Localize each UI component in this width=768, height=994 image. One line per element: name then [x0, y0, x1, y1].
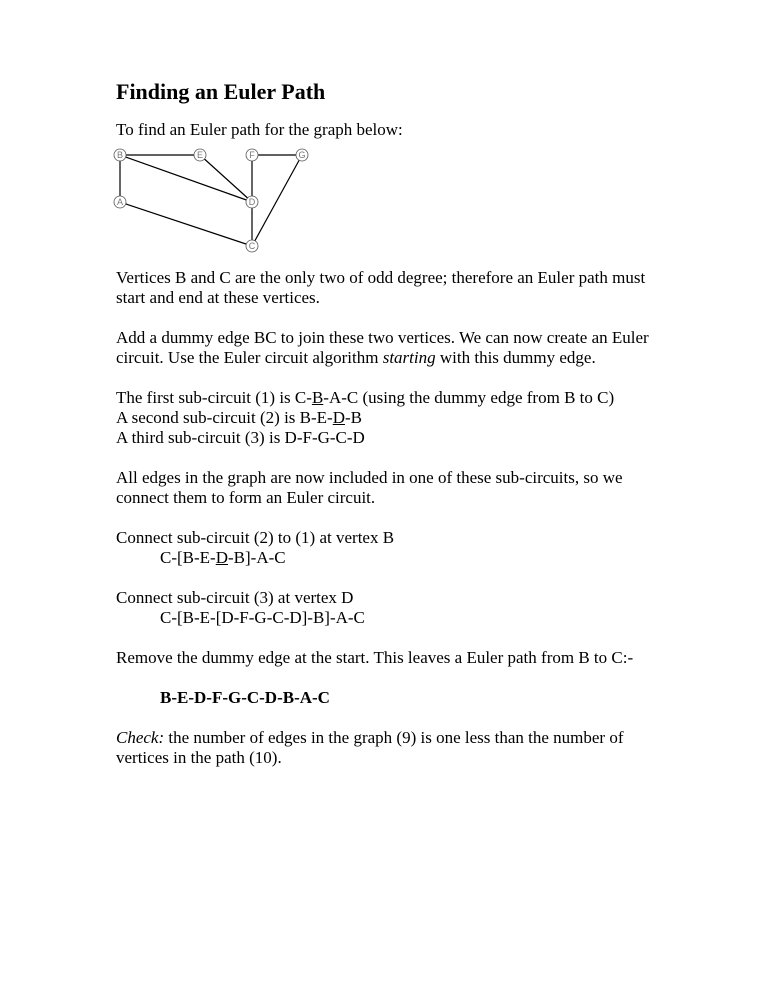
connect-1-underlined: D	[215, 548, 228, 567]
sub-circuit-1-post: -A-C (using the dummy edge from B to C)	[323, 388, 615, 407]
sub-circuit-1-underlined: B	[311, 388, 324, 407]
sub-circuit-2	[116, 408, 676, 428]
vertex-f	[246, 149, 258, 161]
intro-text: To find an Euler path for the graph below:	[116, 120, 403, 139]
remove-dummy-paragraph: Remove the dummy edge at the start. This leaves a Euler path from B to C:-	[116, 648, 634, 667]
euler-graph	[110, 148, 330, 258]
check-paragraph	[116, 728, 676, 768]
vertex-label-d: D	[248, 197, 256, 207]
sub-circuit-2-pre: A second sub-circuit (2) is B-E-	[116, 408, 333, 427]
sub-circuit-1	[116, 388, 676, 408]
edge-g-c	[252, 155, 302, 246]
connect-1-post: -B]-A-C	[228, 548, 286, 567]
page-title: Finding an Euler Path	[116, 79, 326, 104]
dummy-edge-paragraph	[116, 328, 676, 368]
dummy-edge-text-1: Add a dummy edge BC to join these two vertices. We can now create an Euler circuit. Use the Euler circuit algorithm	[116, 328, 649, 367]
connect-1-pre: C-[B-E-	[160, 548, 216, 567]
edge-b-d	[120, 155, 252, 202]
vertex-label-a: A	[116, 197, 124, 207]
sub-circuit-2-underlined: D	[332, 408, 345, 427]
vertex-e	[194, 149, 206, 161]
connect-step-2: Connect sub-circuit (3) at vertex D	[116, 588, 354, 607]
vertex-g	[296, 149, 308, 161]
sub-circuit-2-post: -B	[344, 408, 362, 427]
vertex-label-f: F	[249, 150, 255, 160]
edge-a-c	[120, 202, 252, 246]
edge-e-d	[200, 155, 252, 202]
connect-step-1-path	[116, 548, 676, 568]
dummy-edge-emphasis: starting	[382, 348, 436, 367]
connect-step-1: Connect sub-circuit (2) to (1) at vertex B	[116, 528, 395, 547]
vertex-label-e: E	[196, 150, 204, 160]
connect-step-2-path: C-[B-E-[D-F-G-C-D]-B]-A-C	[160, 608, 365, 627]
check-label: Check:	[116, 728, 165, 747]
vertex-b	[114, 149, 126, 161]
dummy-edge-text-2: with this dummy edge.	[435, 348, 596, 367]
final-euler-path: B-E-D-F-G-C-D-B-A-C	[160, 688, 330, 707]
all-edges-paragraph: All edges in the graph are now included in one of these sub-circuits, so we connect them to form an Euler circuit.	[116, 468, 623, 507]
check-text: the number of edges in the graph (9) is one less than the number of vertices in the path (10).	[116, 728, 624, 767]
vertex-label-c: C	[248, 241, 256, 251]
odd-degree-paragraph: Vertices B and C are the only two of odd degree; therefore an Euler path must start and end at these vertices.	[116, 268, 646, 307]
vertex-label-b: B	[116, 150, 124, 160]
sub-circuit-1-pre: The first sub-circuit (1) is C-	[116, 388, 312, 407]
vertex-a	[114, 196, 126, 208]
document-page	[116, 78, 676, 768]
sub-circuit-3: A third sub-circuit (3) is D-F-G-C-D	[116, 428, 365, 447]
vertex-d	[246, 196, 258, 208]
vertex-label-g: G	[298, 150, 306, 160]
vertex-c	[246, 240, 258, 252]
